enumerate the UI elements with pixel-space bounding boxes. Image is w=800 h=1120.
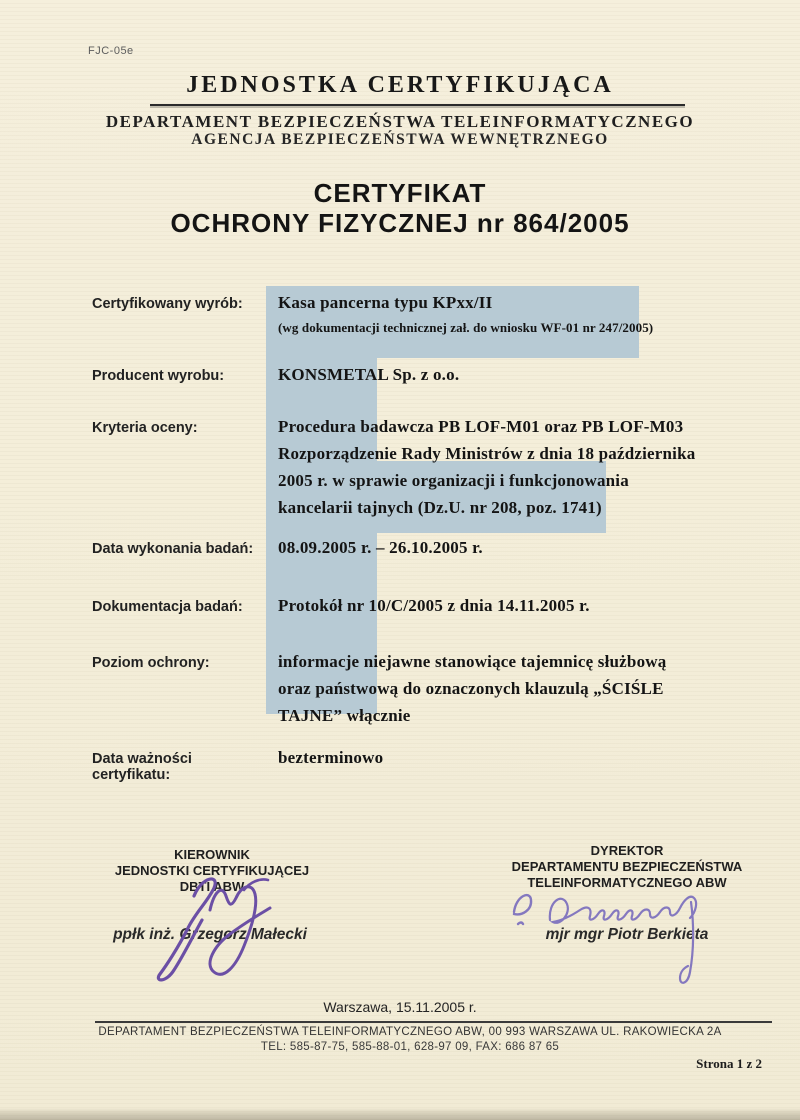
field-label-manufacturer: Producent wyrobu:: [92, 368, 225, 384]
signatory-right-title-line: DEPARTAMENTU BEZPIECZEŃSTWA: [511, 859, 743, 874]
certificate-title-line2: OCHRONY FIZYCZNEJ nr 864/2005: [170, 208, 630, 238]
field-label-validity-date: Data ważności certyfikatu:: [92, 751, 192, 783]
scan-edge: [0, 1108, 800, 1120]
field-value-test-dates: [278, 534, 758, 561]
field-value-line: informacje niejawne stanowiące tajemnicę służbową: [278, 652, 667, 671]
signatory-right-title-line: TELEINFORMATYCZNEGO ABW: [527, 875, 727, 890]
field-value-line: oraz państwową do oznaczonych klauzulą „ŚCIŚLE: [278, 679, 664, 698]
field-label-certified-product: Certyfikowany wyrób:: [92, 296, 243, 312]
field-value-line: bezterminowo: [278, 748, 384, 767]
field-value-certified-product: [278, 289, 758, 340]
footer-address: DEPARTAMENT BEZPIECZEŃSTWA TELEINFORMATYCZNEGO ABW, 00 993 WARSZAWA UL. RAKOWIECKA 2A: [98, 1026, 722, 1038]
page-number: Strona 1 z 2: [696, 1056, 762, 1071]
field-value-protection-level: [278, 648, 758, 729]
field-value-line: 08.09.2005 r. – 26.10.2005 r.: [278, 538, 483, 557]
field-value-line: Procedura badawcza PB LOF-M01 oraz PB LOF-M03: [278, 417, 684, 436]
certifying-unit-title: JEDNOSTKA CERTYFIKUJĄCA: [186, 72, 614, 98]
form-code: FJC-05e: [88, 45, 134, 57]
signatory-left-title-line: KIEROWNIK: [174, 847, 250, 862]
certificate-title: [0, 178, 800, 238]
signatory-left-title-line: DBTI ABW: [179, 879, 245, 894]
field-value-evaluation-criteria: [278, 413, 758, 521]
field-value-note: (wg dokumentacji technicznej zał. do wniosku WF-01 nr 247/2005): [278, 320, 654, 335]
certificate-title-line1: CERTYFIKAT: [313, 178, 487, 208]
handwritten-signature-berkieta: [498, 880, 713, 992]
field-value-manufacturer: [278, 361, 758, 388]
field-value-line: TAJNE” włącznie: [278, 706, 411, 725]
field-value-line: Protokół nr 10/C/2005 z dnia 14.11.2005 r.: [278, 596, 590, 615]
field-value-validity-date: [278, 744, 758, 771]
department-line: DEPARTAMENT BEZPIECZEŃSTWA TELEINFORMATYCZNEGO: [105, 112, 695, 131]
field-label-test-documentation: Dokumentacja badań:: [92, 599, 243, 615]
handwritten-signature-malecki: [148, 868, 288, 983]
field-label-test-dates: Data wykonania badań:: [92, 541, 254, 557]
field-value-line: 2005 r. w sprawie organizacji i funkcjonowania: [278, 471, 629, 490]
agency-line: AGENCJA BEZPIECZEŃSTWA WEWNĘTRZNEGO: [191, 131, 609, 148]
issue-place-date: Warszawa, 15.11.2005 r.: [323, 999, 477, 1015]
signatory-left-title-line: JEDNOSTKI CERTYFIKUJĄCEJ: [114, 863, 310, 878]
field-value-line: KONSMETAL Sp. z o.o.: [278, 365, 460, 384]
header-rule: [150, 104, 685, 106]
signatory-left-name: ppłk inż. Grzegorz Małecki: [113, 926, 307, 943]
field-value-line: kancelarii tajnych (Dz.U. nr 208, poz. 1741): [278, 498, 602, 517]
footer-phones: TEL: 585-87-75, 585-88-01, 628-97 09, FAX: 686 87 65: [260, 1041, 560, 1053]
signatory-right-title-line: DYREKTOR: [590, 843, 664, 858]
field-label-evaluation-criteria: Kryteria oceny:: [92, 420, 198, 436]
field-label-protection-level: Poziom ochrony:: [92, 655, 210, 671]
footer-rule: [95, 1021, 772, 1023]
signatory-right-name: mjr mgr Piotr Berkieta: [545, 926, 709, 943]
field-value-test-documentation: [278, 592, 758, 619]
field-value-line: Rozporządzenie Rady Ministrów z dnia 18 października: [278, 444, 696, 463]
field-value-line: Kasa pancerna typu KPxx/II: [278, 293, 493, 312]
